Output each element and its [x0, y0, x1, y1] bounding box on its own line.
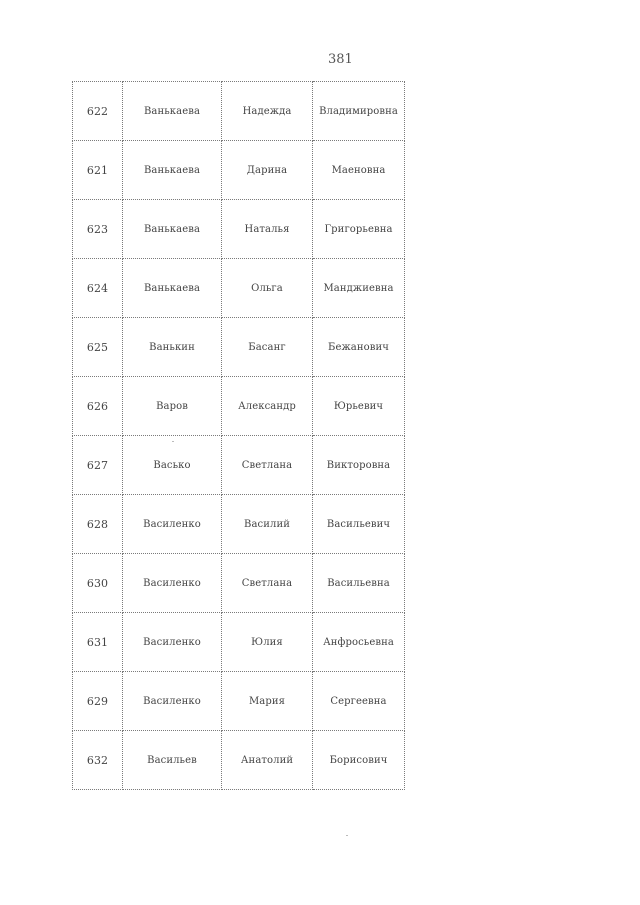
patronymic-cell: Маеновна: [313, 141, 405, 200]
patronymic-cell: Григорьевна: [313, 200, 405, 259]
patronymic-cell: Викторовна: [313, 436, 405, 495]
patronymic-cell: Сергеевна: [313, 672, 405, 731]
row-number: 624: [73, 259, 123, 318]
first-name-cell: Светлана: [222, 554, 313, 613]
table-row: [73, 613, 405, 672]
surname-cell: Василенко: [123, 672, 222, 731]
first-name-cell: Дарина: [222, 141, 313, 200]
first-name-cell: Ольга: [222, 259, 313, 318]
row-number: 630: [73, 554, 123, 613]
table-row: [73, 554, 405, 613]
surname-cell: Васильев: [123, 731, 222, 790]
scan-speck: [172, 441, 174, 442]
first-name-cell: Анатолий: [222, 731, 313, 790]
table-row: [73, 495, 405, 554]
surname-cell: Василенко: [123, 495, 222, 554]
first-name-cell: Александр: [222, 377, 313, 436]
table-row: [73, 377, 405, 436]
row-number: 627: [73, 436, 123, 495]
row-number: 623: [73, 200, 123, 259]
table-row: [73, 259, 405, 318]
surname-cell: Варов: [123, 377, 222, 436]
surname-cell: Васько: [123, 436, 222, 495]
records-table: [72, 81, 405, 790]
table-row: [73, 436, 405, 495]
table-row: [73, 82, 405, 141]
surname-cell: Ванькаева: [123, 200, 222, 259]
row-number: 622: [73, 82, 123, 141]
patronymic-cell: Анфросьевна: [313, 613, 405, 672]
first-name-cell: Юлия: [222, 613, 313, 672]
table-row: [73, 200, 405, 259]
surname-cell: Василенко: [123, 613, 222, 672]
scan-speck: [346, 835, 348, 836]
surname-cell: Ванькин: [123, 318, 222, 377]
patronymic-cell: Владимировна: [313, 82, 405, 141]
first-name-cell: Басанг: [222, 318, 313, 377]
patronymic-cell: Манджиевна: [313, 259, 405, 318]
row-number: 632: [73, 731, 123, 790]
page-number: 381: [328, 52, 353, 67]
patronymic-cell: Васильевна: [313, 554, 405, 613]
patronymic-cell: Юрьевич: [313, 377, 405, 436]
first-name-cell: Наталья: [222, 200, 313, 259]
patronymic-cell: Васильевич: [313, 495, 405, 554]
patronymic-cell: Бежанович: [313, 318, 405, 377]
first-name-cell: Надежда: [222, 82, 313, 141]
table-row: [73, 731, 405, 790]
row-number: 628: [73, 495, 123, 554]
surname-cell: Ванькаева: [123, 82, 222, 141]
row-number: 631: [73, 613, 123, 672]
table-row: [73, 318, 405, 377]
table-row: [73, 672, 405, 731]
table-row: [73, 141, 405, 200]
surname-cell: Ванькаева: [123, 141, 222, 200]
surname-cell: Василенко: [123, 554, 222, 613]
first-name-cell: Светлана: [222, 436, 313, 495]
surname-cell: Ванькаева: [123, 259, 222, 318]
first-name-cell: Василий: [222, 495, 313, 554]
first-name-cell: Мария: [222, 672, 313, 731]
row-number: 629: [73, 672, 123, 731]
row-number: 621: [73, 141, 123, 200]
patronymic-cell: Борисович: [313, 731, 405, 790]
row-number: 626: [73, 377, 123, 436]
row-number: 625: [73, 318, 123, 377]
